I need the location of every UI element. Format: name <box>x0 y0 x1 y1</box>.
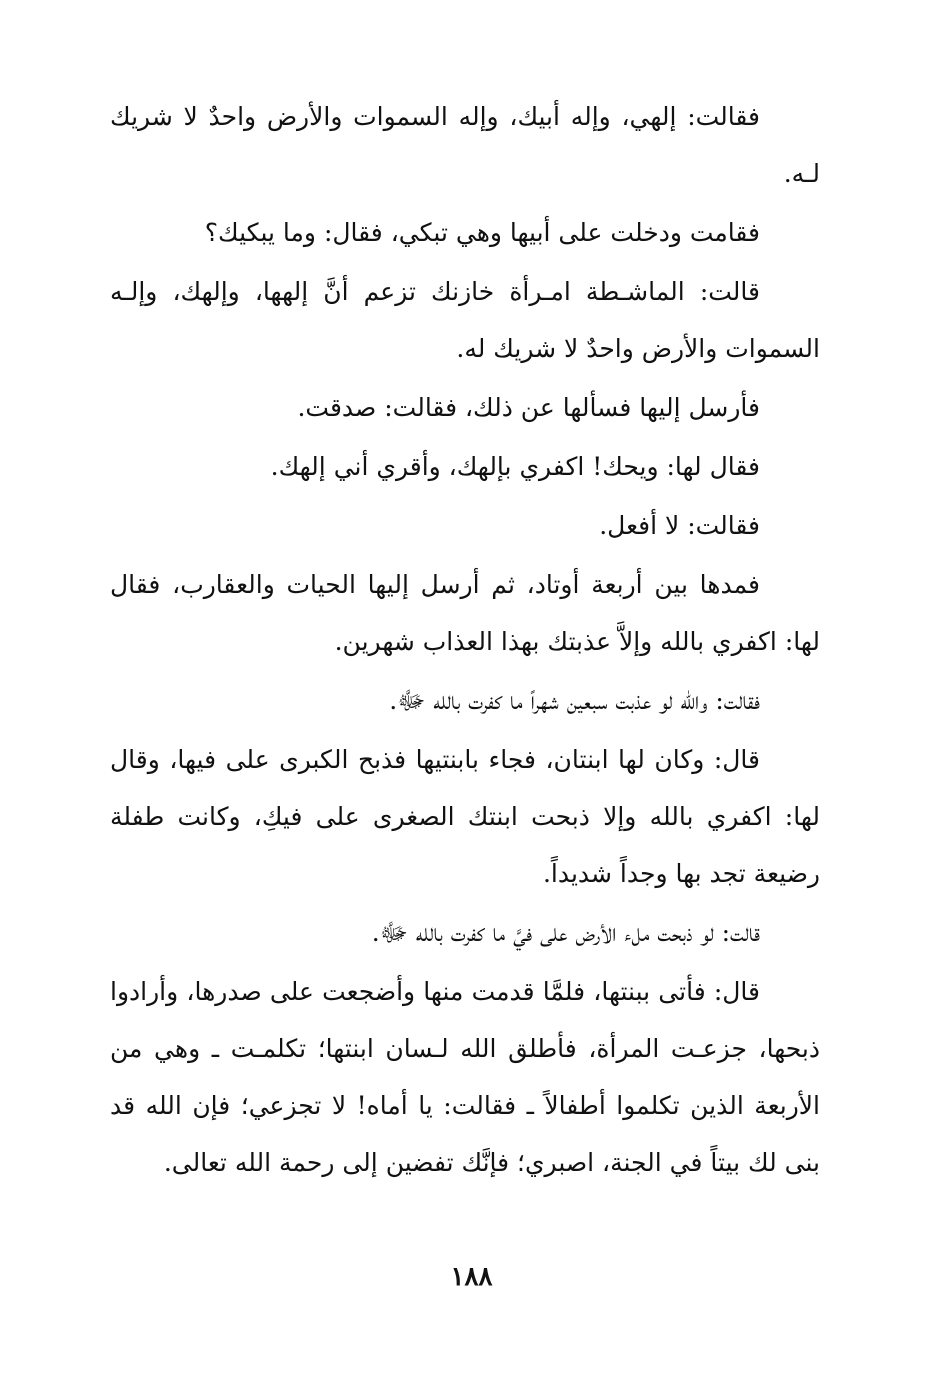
page-body <box>110 88 820 1268</box>
paragraph-10: قالت: لو ذبحت ملء الأرض على فيَّ ما كفرت بالله ﷻ. <box>371 918 760 947</box>
paragraph-4: فأرسل إليها فسألها عن ذلك، فقالت: صدقت. <box>297 393 760 422</box>
paragraph-8: فقالت: والله لو عذبت سبعين شهراً ما كفرت بالله ﷻ. <box>389 686 760 715</box>
paragraph-1: فقالت: إلهي، وإله أبيك، وإله السموات والأرض واحدٌ لا شريك لـه. <box>110 102 820 188</box>
paragraph-3: قالت: الماشـطة امـرأة خازنك تزعم أنَّ إلهها، وإلهك، وإلـه السموات والأرض واحدٌ لا شريك له. <box>110 277 820 363</box>
paragraph-7: فمدها بين أربعة أوتاد، ثم أرسل إليها الحيات والعقارب، فقال لها: اكفري بالله وإلاَّ عذبتك بهذا العذاب شهرين. <box>110 570 820 656</box>
paragraph-6: فقالت: لا أفعل. <box>599 511 760 540</box>
paragraph-5: فقال لها: ويحك! اكفري بإلهك، وأقري أني إلهك. <box>270 452 760 481</box>
paragraph-9: قال: وكان لها ابنتان، فجاء بابنتيها فذبح الكبرى على فيها، وقال لها: اكفري بالله وإلا ذبحت ابنتك الصغرى على فيكِ، وكانت طفلة رضيعة تجد بها وجداً شديداً. <box>110 745 820 888</box>
page-number: ١٨٨ <box>450 1262 493 1292</box>
paragraph-11: قال: فأتى ببنتها، فلمَّا قدمت منها وأضجعت على صدرها، وأرادوا ذبحها، جزعـت المرأة، فأطلق الله لـسان ابنتها؛ تكلمـت ـ وهي من الأربعة الذين تكلموا أطفالاً ـ فقالت: يا أماه! لا تجزعي؛ فإن الله قد بنى لك بيتاً في الجنة، اصبري؛ فإنَّك تفضين إلى رحمة الله تعالى. <box>110 977 820 1177</box>
paragraph-2: فقامت ودخلت على أبيها وهي تبكي، فقال: وما يبكيك؟ <box>204 218 760 247</box>
